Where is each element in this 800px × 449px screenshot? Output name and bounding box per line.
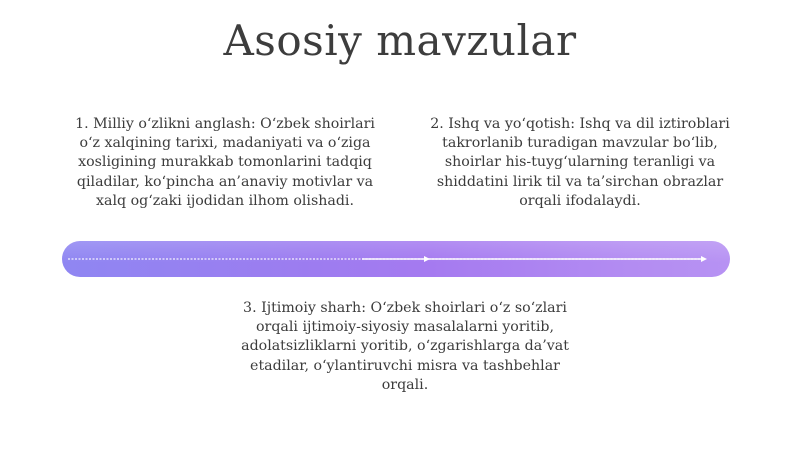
theme-3-text: 3. Ijtimoiy sharh: Oʻzbek shoirlari oʻz soʻzlari orqali ijtimoiy-siyosiy masalalarni yoritib, adolatsizliklarni yoritib, oʻzgarishlarga da’vat etadilar, oʻylantiruvchi misra va tashbehlar orqali.	[241, 300, 569, 393]
arrow-right-icon	[701, 256, 707, 262]
timeline-bar	[62, 241, 730, 277]
arrow-right-icon	[424, 256, 430, 262]
slide-title: Asosiy mavzular	[223, 16, 577, 65]
theme-1-text: 1. Milliy oʻzlikni anglash: Oʻzbek shoirlari oʻz xalqining tarixi, madaniyati va oʻziga xosligining murakkab tomonlarini tadqiq qiladilar, koʻpincha an’anaviy motivlar va xalq ogʻzaki ijodidan ilhom olishadi.	[75, 116, 375, 209]
theme-2-text: 2. Ishq va yoʻqotish: Ishq va dil iztiroblari takrorlanib turadigan mavzular boʻlib, shoirlar his-tuygʻularning teranligi va shiddatini lirik til va ta’sirchan obrazlar orqali ifodalaydi.	[430, 116, 730, 209]
timeline-track	[62, 241, 730, 277]
